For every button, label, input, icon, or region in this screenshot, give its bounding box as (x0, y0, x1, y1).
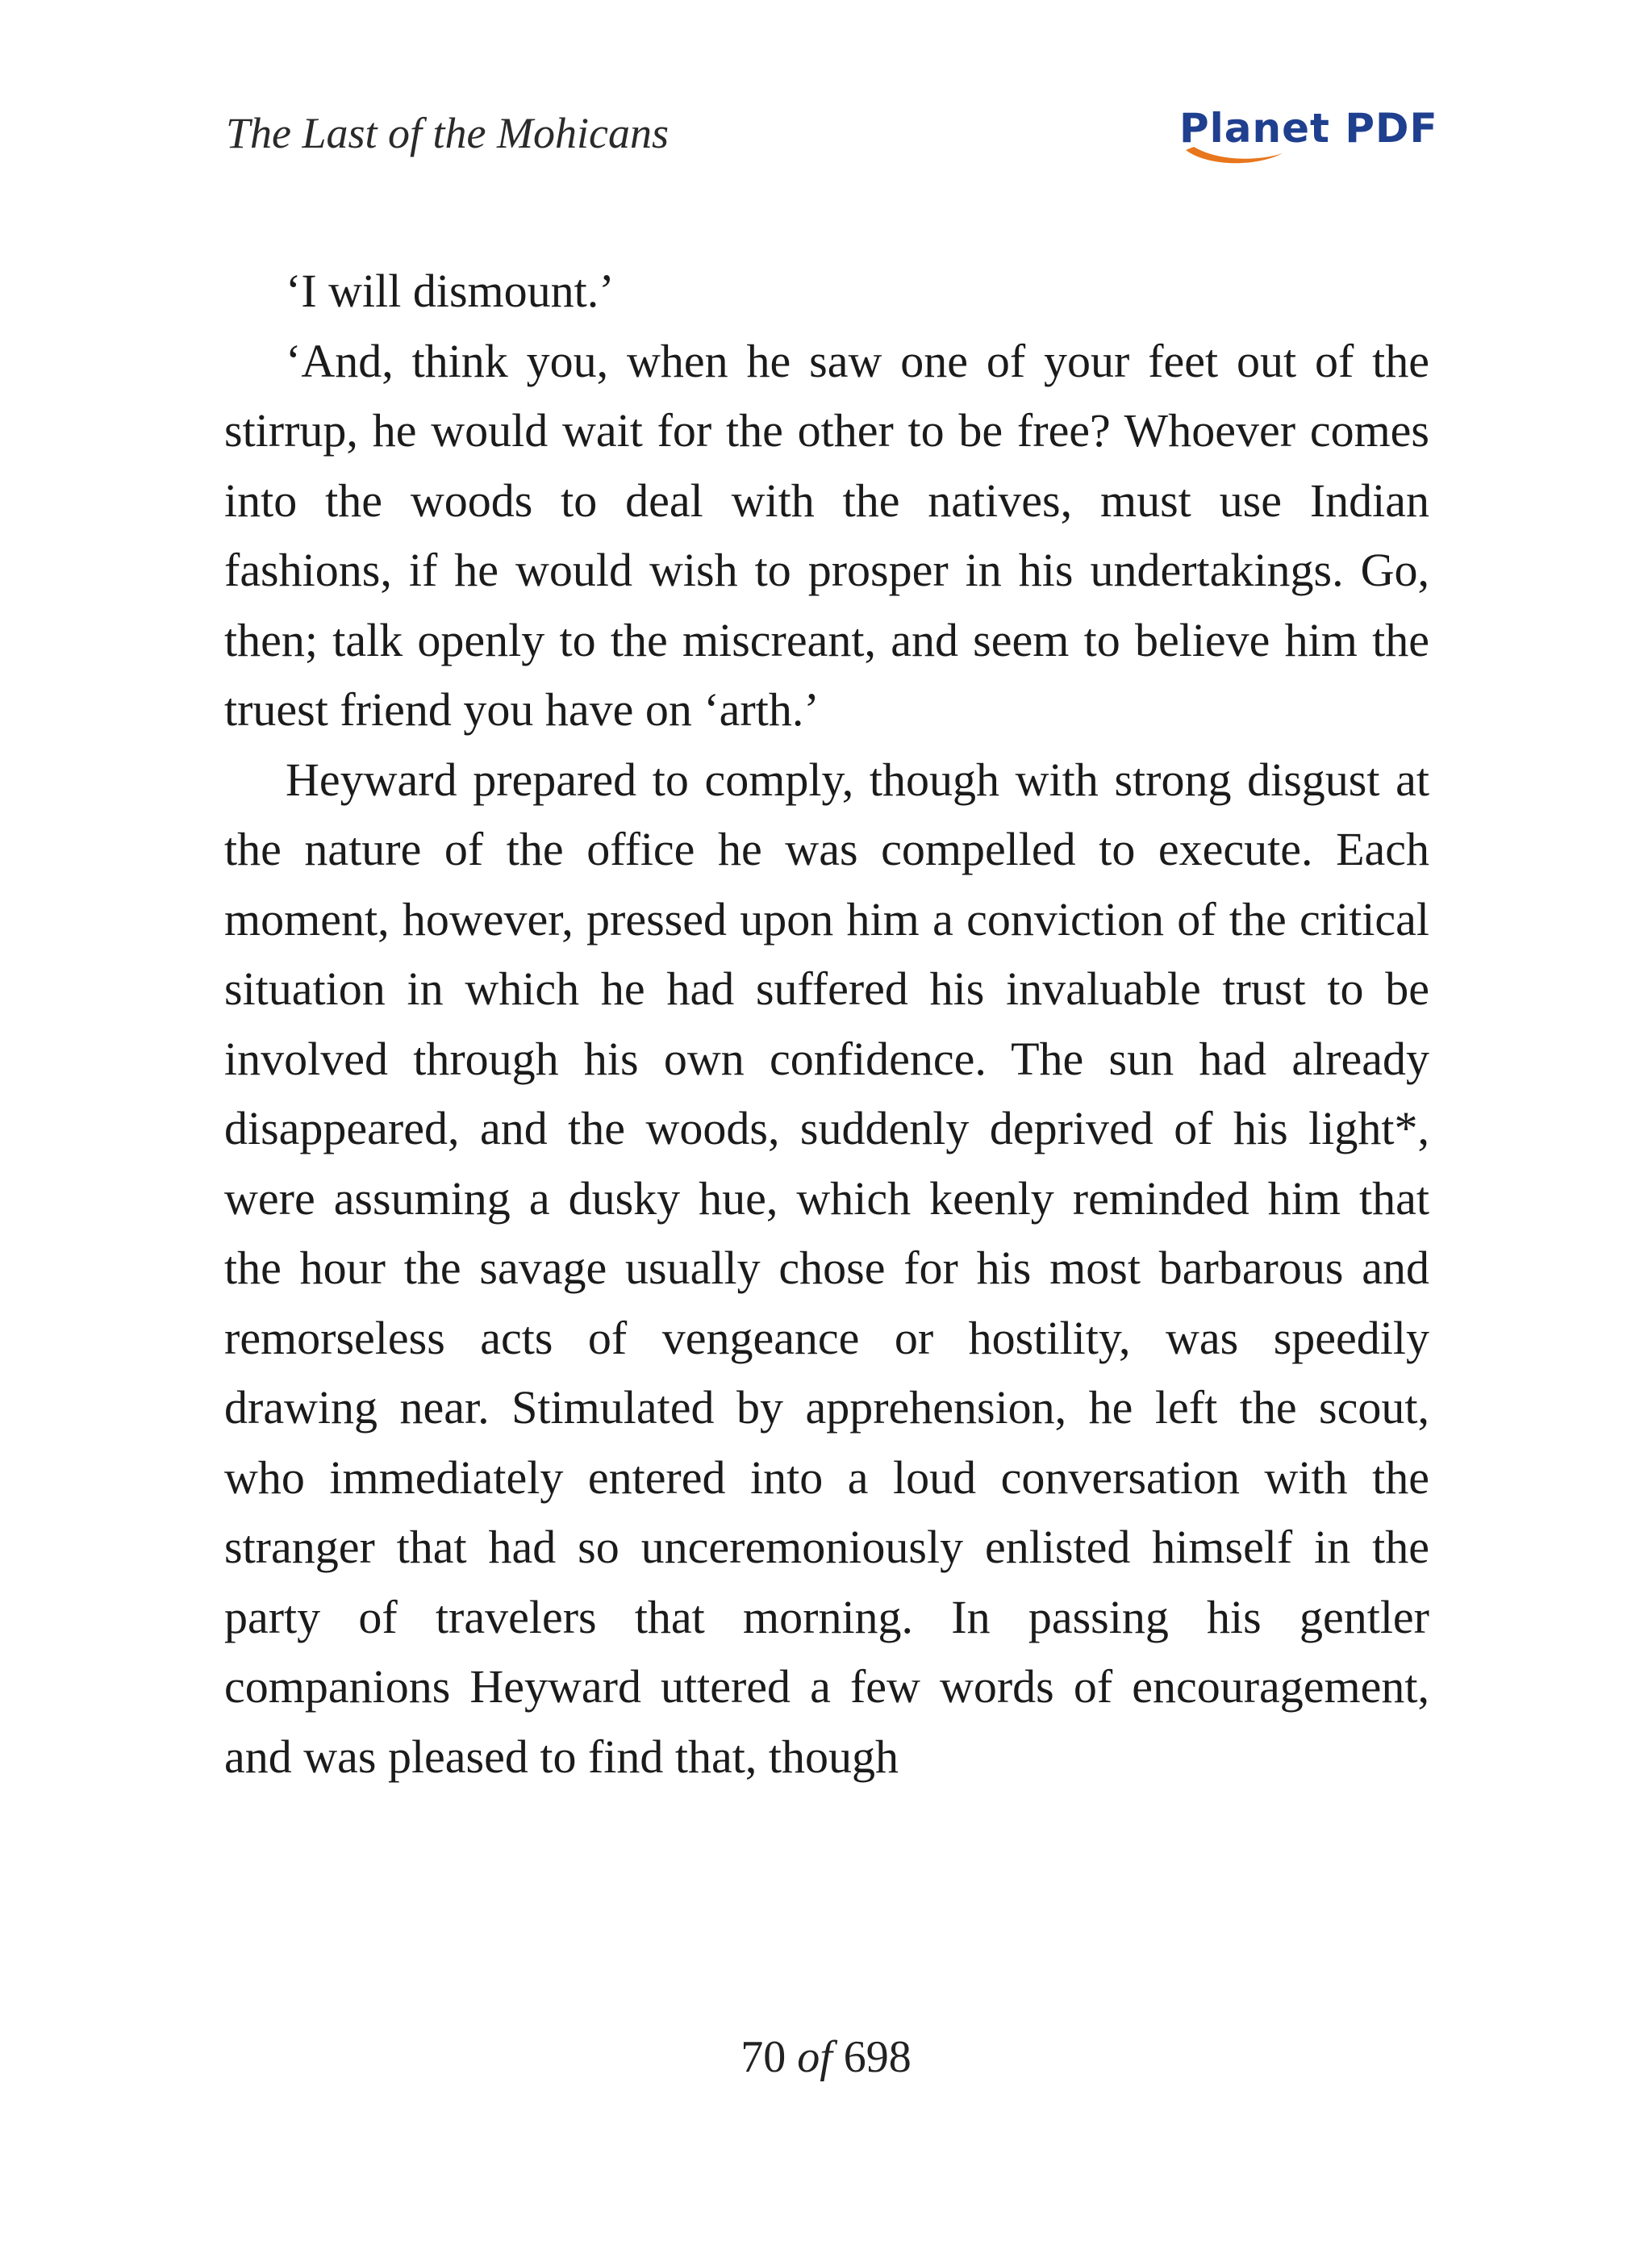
of-label: of (797, 2032, 832, 2082)
logo-text: Planet PDF (1179, 105, 1438, 152)
page-body (224, 257, 1429, 1792)
page-header (226, 103, 1438, 176)
total-pages: 698 (843, 2032, 912, 2082)
book-title: The Last of the Mohicans (226, 109, 669, 157)
current-page: 70 (740, 2032, 786, 2082)
page-number (0, 2031, 1652, 2083)
paragraph: Heyward prepared to comply, though with strong disgust at the nature of the office he was compelled to execute. Each moment, however, pressed upon him a conviction of the critical situation in which he had suffered his invaluable trust to be involved through his own confidence. The sun had already disappeared, and the woods, suddenly deprived of his light*, were assuming a dusky hue, which keenly reminded him that the hour the savage usually chose for his most barbarous and remorseless acts of vengeance or hostility, was speedily drawing near. Stimulated by apprehension, he left the scout, who immediately entered into a loud conversation with the stranger that had so unceremoniously enlisted himself in the party of travelers that morning. In passing his gentler companions Heyward uttered a few words of encouragement, and was pleased to find that, though (224, 753, 1429, 1783)
planet-pdf-logo (1162, 103, 1438, 168)
paragraph: ‘I will dismount.’ (286, 265, 615, 317)
paragraph: ‘And, think you, when he saw one of your feet out of the stirrup, he would wait for the other to be free? Whoever comes into the woods to deal with the natives, must use Indian fashions, if he would wish to prosper in his undertakings. Go, then; talk openly to the miscreant, and seem to believe him the truest friend you have on ‘arth.’ (224, 334, 1429, 736)
